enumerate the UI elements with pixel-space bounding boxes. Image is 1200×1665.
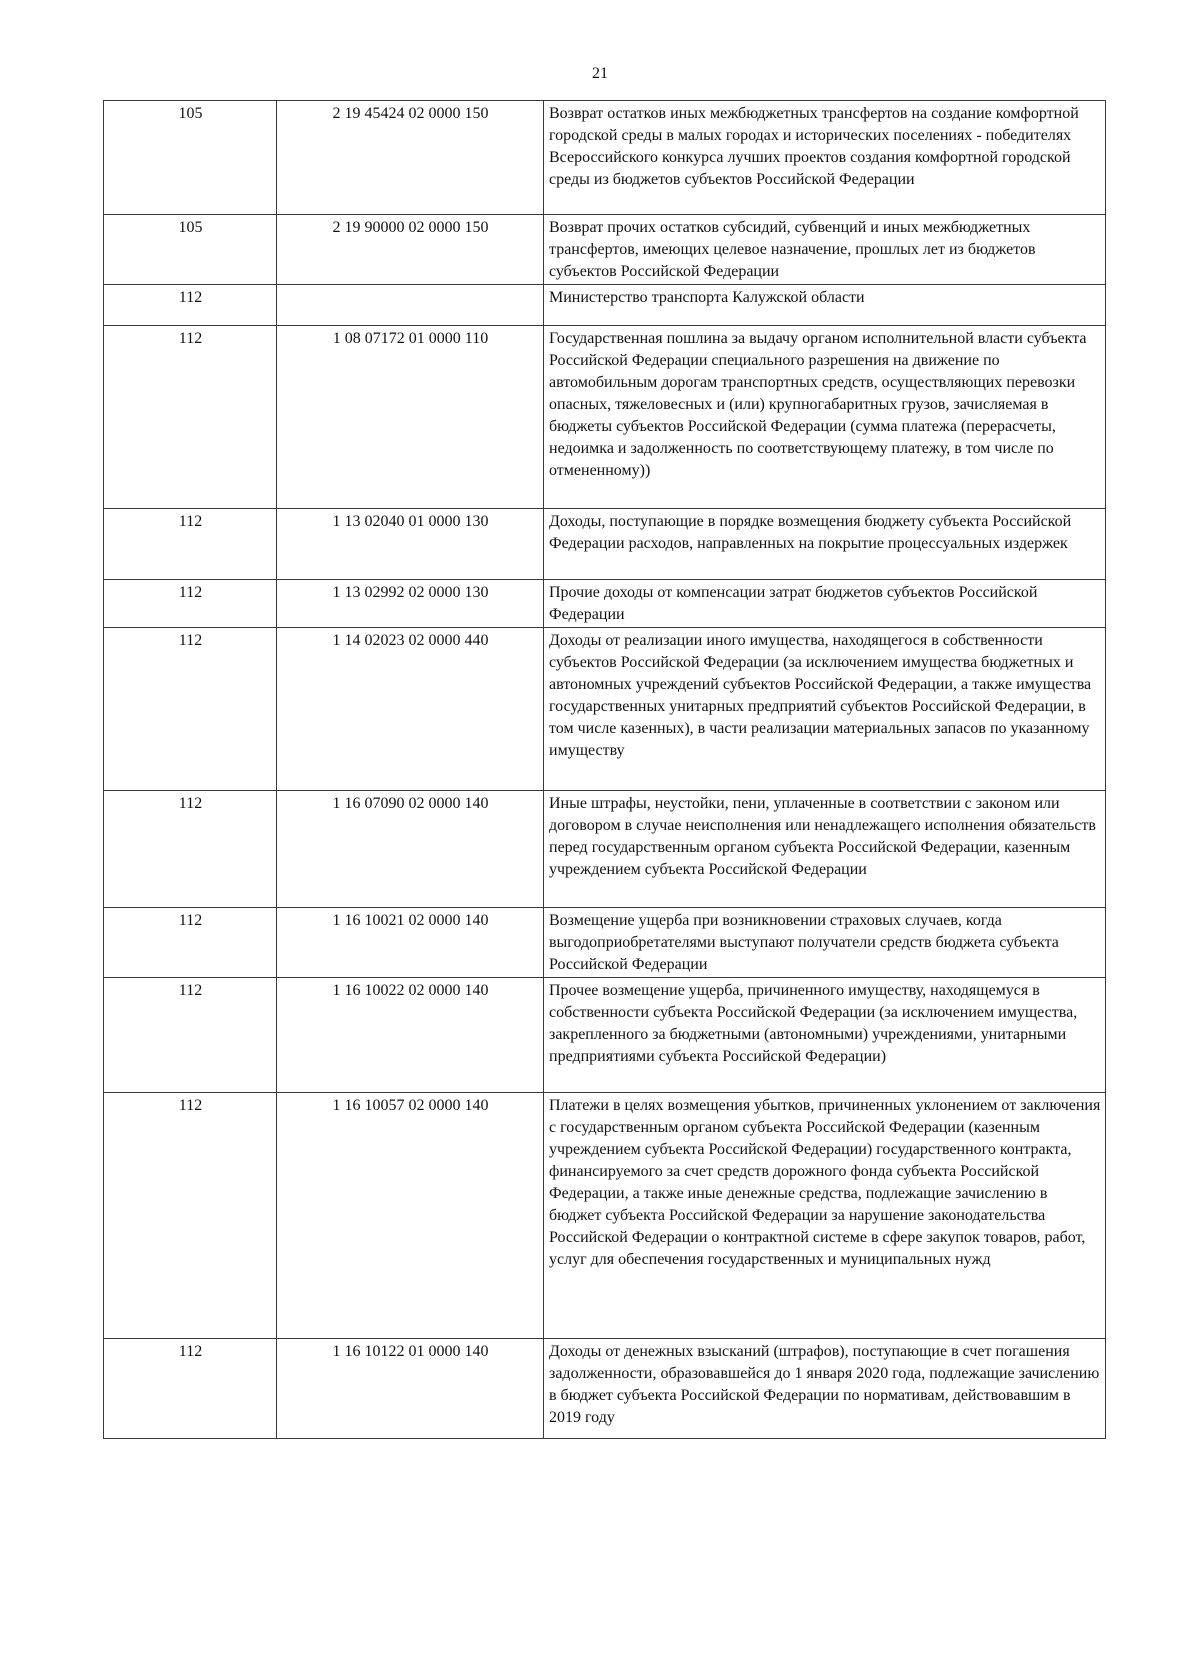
table-row xyxy=(104,791,1106,908)
table-row xyxy=(104,1339,1106,1439)
table-row xyxy=(104,285,1106,326)
revenue-name-cell: Доходы, поступающие в порядке возмещения бюджету субъекта Российской Федерации расходов, направленных на покрытие процессуальных издержек xyxy=(544,509,1106,580)
table-row xyxy=(104,215,1106,285)
table-row xyxy=(104,1093,1106,1339)
table-row xyxy=(104,580,1106,628)
admin-code-cell: 112 xyxy=(104,1093,277,1339)
budget-code-cell: 2 19 90000 02 0000 150 xyxy=(277,215,544,285)
admin-code-cell: 112 xyxy=(104,628,277,791)
admin-code-cell: 105 xyxy=(104,101,277,215)
revenue-name-cell: Возврат остатков иных межбюджетных трансфертов на создание комфортной городской среды в малых городах и исторических поселениях - победителях Всероссийского конкурса лучших проектов создания комфортной городской среды из бюджетов субъектов Российской Федерации xyxy=(544,101,1106,215)
admin-code-cell: 105 xyxy=(104,215,277,285)
budget-code-cell: 1 16 10057 02 0000 140 xyxy=(277,1093,544,1339)
budget-code-cell: 2 19 45424 02 0000 150 xyxy=(277,101,544,215)
admin-code-cell: 112 xyxy=(104,908,277,978)
budget-code-cell: 1 16 07090 02 0000 140 xyxy=(277,791,544,908)
admin-code-cell: 112 xyxy=(104,326,277,509)
revenue-name-cell: Государственная пошлина за выдачу органом исполнительной власти субъекта Российской Федерации специального разрешения на движение по автомобильным дорогам транспортных средств, осуществляющих перевозки опасных, тяжеловесных и (или) крупногабаритных грузов, зачисляемая в бюджеты субъектов Российской Федерации (сумма платежа (перерасчеты, недоимка и задолженность по соответствующему платежу, в том числе по отмененному)) xyxy=(544,326,1106,509)
table-row xyxy=(104,908,1106,978)
table-row xyxy=(104,628,1106,791)
revenue-name-cell: Доходы от денежных взысканий (штрафов), поступающие в счет погашения задолженности, образовавшейся до 1 января 2020 года, подлежащие зачислению в бюджет субъекта Российской Федерации по нормативам, действовавшим в 2019 году xyxy=(544,1339,1106,1439)
table-row xyxy=(104,326,1106,509)
budget-code-cell: 1 16 10022 02 0000 140 xyxy=(277,978,544,1093)
revenue-name-cell: Платежи в целях возмещения убытков, причиненных уклонением от заключения с государственным органом субъекта Российской Федерации (казенным учреждением субъекта Российской Федерации) государственного контракта, финансируемого за счет средств дорожного фонда субъекта Российской Федерации, а также иные денежные средства, подлежащие зачислению в бюджет субъекта Российской Федерации за нарушение законодательства Российской Федерации о контрактной системе в сфере закупок товаров, работ, услуг для обеспечения государственных и муниципальных нужд xyxy=(544,1093,1106,1339)
revenue-name-cell: Возврат прочих остатков субсидий, субвенций и иных межбюджетных трансфертов, имеющих целевое назначение, прошлых лет из бюджетов субъектов Российской Федерации xyxy=(544,215,1106,285)
revenue-name-cell: Прочие доходы от компенсации затрат бюджетов субъектов Российской Федерации xyxy=(544,580,1106,628)
admin-code-cell: 112 xyxy=(104,580,277,628)
revenue-name-cell: Возмещение ущерба при возникновении страховых случаев, когда выгодоприобретателями выступают получатели средств бюджета субъекта Российской Федерации xyxy=(544,908,1106,978)
admin-code-cell: 112 xyxy=(104,1339,277,1439)
budget-code-cell xyxy=(277,285,544,326)
table-row xyxy=(104,978,1106,1093)
budget-code-cell: 1 13 02040 01 0000 130 xyxy=(277,509,544,580)
page-number: 21 xyxy=(592,65,608,82)
ministry-name-cell: Министерство транспорта Калужской области xyxy=(544,285,1106,326)
revenue-codes-table xyxy=(103,100,1106,1439)
budget-code-cell: 1 16 10122 01 0000 140 xyxy=(277,1339,544,1439)
budget-code-cell: 1 16 10021 02 0000 140 xyxy=(277,908,544,978)
revenue-name-cell: Прочее возмещение ущерба, причиненного имуществу, находящемуся в собственности субъекта Российской Федерации (за исключением имущества, закрепленного за бюджетными (автономными) учреждениями, унитарными предприятиями субъекта Российской Федерации) xyxy=(544,978,1106,1093)
admin-code-cell: 112 xyxy=(104,285,277,326)
budget-code-cell: 1 08 07172 01 0000 110 xyxy=(277,326,544,509)
revenue-name-cell: Доходы от реализации иного имущества, находящегося в собственности субъектов Российской Федерации (за исключением имущества бюджетных и автономных учреждений субъектов Российской Федерации, а также имущества государственных унитарных предприятий субъектов Российской Федерации, в том числе казенных), в части реализации материальных запасов по указанному имуществу xyxy=(544,628,1106,791)
admin-code-cell: 112 xyxy=(104,978,277,1093)
budget-code-cell: 1 14 02023 02 0000 440 xyxy=(277,628,544,791)
admin-code-cell: 112 xyxy=(104,791,277,908)
budget-code-cell: 1 13 02992 02 0000 130 xyxy=(277,580,544,628)
admin-code-cell: 112 xyxy=(104,509,277,580)
revenue-name-cell: Иные штрафы, неустойки, пени, уплаченные в соответствии с законом или договором в случае неисполнения или ненадлежащего исполнения обязательств перед государственным органом субъекта Российской Федерации, казенным учреждением субъекта Российской Федерации xyxy=(544,791,1106,908)
table-row xyxy=(104,509,1106,580)
table-row xyxy=(104,101,1106,215)
